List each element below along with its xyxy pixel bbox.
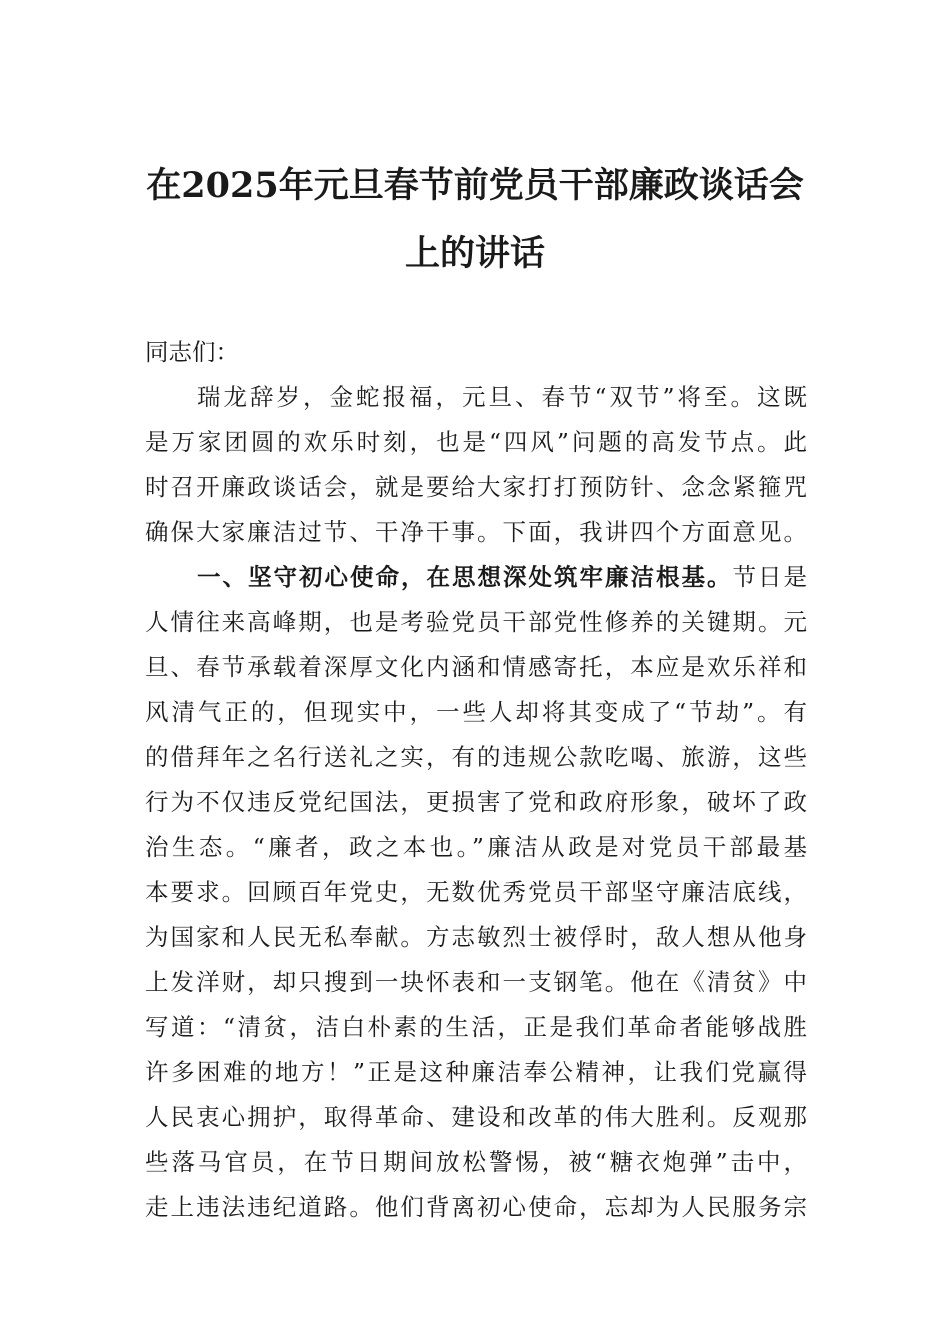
body-line: 人情往来高峰期，也是考验党员干部党性修养的关键期。元: [145, 608, 807, 636]
body-line: 瑞龙辞岁，金蛇报福，元旦、春节“双节”将至。这既: [197, 383, 807, 411]
document-title-line-1: 在2025年元旦春节前党员干部廉政谈话会: [146, 165, 804, 206]
body-line: 为国家和人民无私奉献。方志敏烈士被俘时，敌人想从他身: [145, 923, 807, 951]
body-line: 时召开廉政谈话会，就是要给大家打打预防针、念念紧箍咒: [145, 473, 807, 501]
body-line: 确保大家廉洁过节、干净干事。下面，我讲四个方面意见。: [145, 518, 807, 546]
body-line: 旦、春节承载着深厚文化内涵和情感寄托，本应是欢乐祥和: [145, 653, 807, 681]
body-line: 上发洋财，却只搜到一块怀表和一支钢笔。他在《清贫》中: [145, 968, 807, 996]
document-title-line-2: 上的讲话: [404, 233, 545, 274]
body-line: 人民衷心拥护，取得革命、建设和改革的伟大胜利。反观那: [145, 1103, 807, 1131]
body-line: 写道：“清贫，洁白朴素的生活，正是我们革命者能够战胜: [145, 1013, 807, 1041]
body-line: 走上违法违纪道路。他们背离初心使命，忘却为人民服务宗: [145, 1193, 807, 1221]
body-line: 风清气正的，但现实中，一些人却将其变成了“节劫”。有: [145, 698, 807, 726]
body-line: 本要求。回顾百年党史，无数优秀党员干部坚守廉洁底线，: [145, 878, 807, 906]
body-line: 行为不仅违反党纪国法，更损害了党和政府形象，破坏了政: [145, 788, 807, 816]
body-line: 的借拜年之名行送礼之实，有的违规公款吃喝、旅游，这些: [145, 743, 807, 771]
body-line: 是万家团圆的欢乐时刻，也是“四风”问题的高发节点。此: [145, 428, 807, 456]
section-1-heading-tail: 节日是: [732, 563, 807, 591]
section-1-heading-line: [197, 555, 807, 600]
section-1-heading: 一、坚守初心使命，在思想深处筑牢廉洁根基。: [197, 563, 733, 591]
salutation: 同志们：: [145, 338, 239, 366]
body-line: 治生态。“廉者，政之本也。”廉洁从政是对党员干部最基: [145, 833, 807, 861]
body-line: 许多困难的地方！”正是这种廉洁奉公精神，让我们党赢得: [145, 1058, 807, 1086]
body-line: 些落马官员，在节日期间放松警惕，被“糖衣炮弹”击中，: [145, 1148, 807, 1176]
